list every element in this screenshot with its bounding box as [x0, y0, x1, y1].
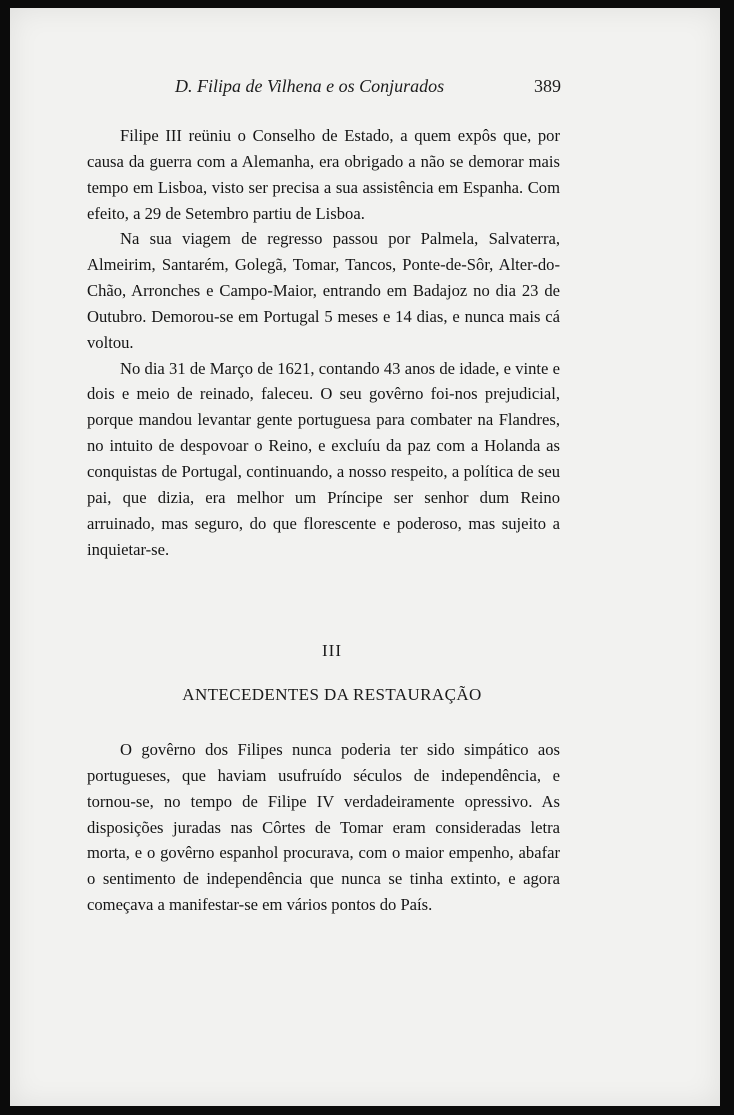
running-title: D. Filipa de Vilhena e os Conjurados [175, 76, 445, 96]
paragraph: No dia 31 de Março de 1621, contando 43 anos de idade, e vinte e dois e meio de reinado, faleceu. O seu govêrno foi-nos prejudicial, porque mandou levantar gente portuguesa para combater na Flandres, no intuito de despovoar o Reino, e excluíu da paz com a Holanda as conquistas de Portugal, continuando, a nosso respeito, a política de seu pai, que dizia, era melhor um Príncipe ser senhor dum Reino arruinado, mas seguro, do que florescente e poderoso, mas sujeito a inquietar-se. [87, 358, 560, 559]
page-header [10, 76, 720, 100]
paragraph: Na sua viagem de regresso passou por Palmela, Salvaterra, Almeirim, Santarém, Golegã, Tomar, Tancos, Ponte-de-Sôr, Alter-do-Chão, Arronches e Campo-Maior, entrando em Badajoz no dia 23 de Outubro. Demorou-se em Portugal 5 meses e 14 dias, e nunca mais cá voltou. [87, 229, 560, 352]
body-text-before-section [87, 123, 560, 562]
body-text-after-section [87, 737, 560, 918]
book-page [10, 8, 720, 1106]
paragraph: Filipe III reüniu o Conselho de Estado, a quem expôs que, por causa da guerra com a Alemanha, era obrigado a não se demorar mais tempo em Lisboa, visto ser precisa a sua assistência em Espanha. Com efeito, a 29 de Setembro partiu de Lisboa. [87, 126, 560, 223]
section-title: ANTECEDENTES DA RESTAURAÇÃO [182, 685, 482, 704]
paragraph: O govêrno dos Filipes nunca poderia ter sido simpático aos portugueses, que haviam usufruído séculos de independência, e tornou-se, no tempo de Filipe IV verdadeiramente opressivo. As disposições juradas nas Côrtes de Tomar eram consideradas letra morta, e o govêrno espanhol procurava, com o maior empenho, abafar o sentimento de independência que nunca se tinha extinto, e agora começava a manifestar-se em vários pontos do País. [87, 740, 560, 915]
section-number: III [322, 641, 342, 660]
page-number: 389 [534, 76, 561, 96]
